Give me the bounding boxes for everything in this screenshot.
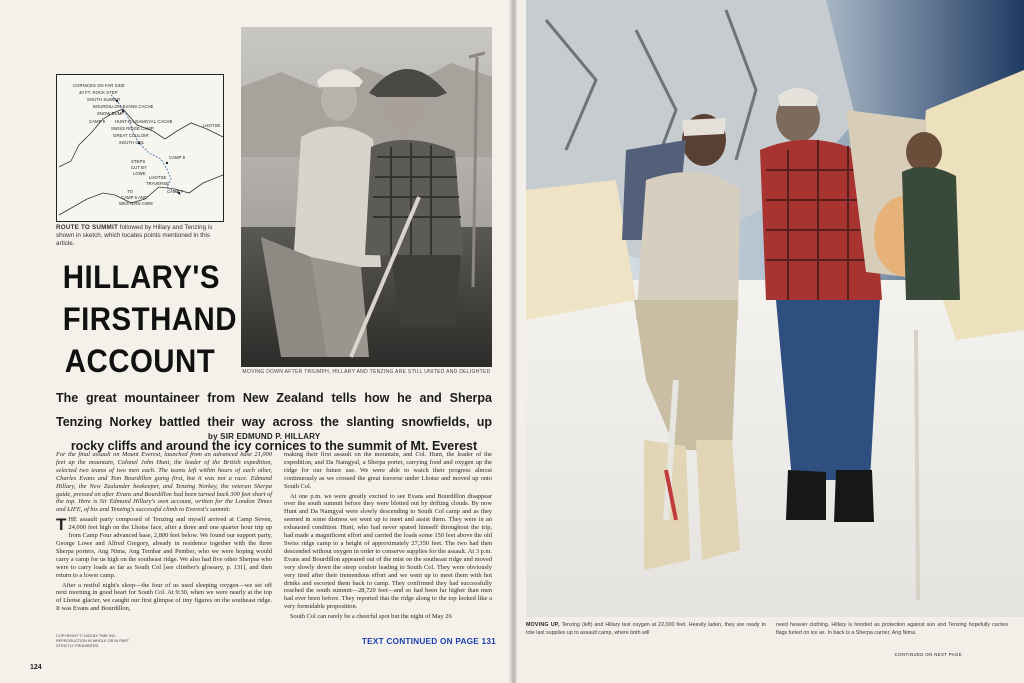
article-paragraph: South Col can rarely be a cheerful spot but the night of May 26 [290, 613, 452, 621]
map-label-rock-step: 40 FT. ROCK STEP [79, 90, 118, 95]
article-paragraph: At one p.m. we were greatly excited to see Evans and Bourdillon disappear over the south summit before they were blotted out by drifting clouds. By now Hunt and Da Namgyal were slowly descending to South Col camp and as they seemed in some distress we went up to meet and assist them. They were in an exhausted condition. Hunt, who had never spared himself throughout the trip, had made a magnificent effort and carried the loads some 150 feet above the old Swiss ridge camp to a height of approximately 27,350 feet. The two had then descended without oxygen in order to conserve supplies for the assault. At 3 p.m. Evans and Bourdillon appeared out of the mist on the southeast ridge and moved very slowly down the steep couloir leading to South Col. They were obviously very tired after their tremendous effort and we went up to meet them with hot drinks and escorted them back to camp. They confirmed they had successfully reached the south summit—28,720 feet—and so had been far higher than men had ever been before. They reported that the ridge along to the top looked like a very formidable proposition. [284, 492, 492, 611]
map-label-to: TO [127, 189, 133, 194]
map-label-cut-by: CUT BY [131, 165, 147, 170]
map-label-south-col: SOUTH COL [119, 140, 145, 145]
map-label-camp9: CAMP 9 [89, 119, 106, 124]
right-caption-col-2: need heavier clothing. Hillary is hooded as protection against sun and Tenzing hopefully carries flags furled on ice ax. In back is a Sherpa carrier, Ang Nima. [776, 622, 1008, 636]
map-label-south-summit: SOUTH SUMMIT [87, 97, 121, 102]
map-label-lhotse-traverse-1: LHOTSE [149, 175, 167, 180]
photo-top-caption: MOVING DOWN AFTER TRIUMPH, HILLARY AND TENZING ARE STILL UNITED AND DELIGHTED [242, 369, 491, 375]
photo-moving-up [526, 0, 1024, 617]
article-paragraph: After a restful night's sleep—the four of us used sleeping oxygen—we set off next morning in good heart for South Col. At 9:30, when we were nearly at the top of Lhotse glacier, we caught our first glimpse of tiny figures on the southeast ridge. It was Evans and Bourdillon, [56, 581, 272, 613]
map-label-lowe: LOWE [133, 171, 146, 176]
text-continued-link[interactable]: TEXT CONTINUED ON PAGE 131 [361, 636, 496, 646]
page-number: 124 [30, 664, 42, 671]
headline-line-1: HILLARY'S [62, 259, 220, 295]
map-label-hunt-cache: HUNT-DA NAMGYAL CACHE [115, 119, 173, 124]
map-label-cornices: CORNICES ON FAR SIDE [73, 83, 125, 88]
route-map [56, 74, 224, 222]
map-label-great-couloir: GREAT COULOIR [113, 133, 149, 138]
map-label-camp7: CAMP 7 [167, 189, 184, 194]
article-column-1 [56, 451, 272, 615]
right-caption-col-1 [526, 622, 766, 637]
map-label-western-cwm: WESTERN CWM [119, 201, 153, 206]
article-paragraph-text: HE assault party composed of Tenzing and myself arrived at Camp Seven, 24,000 feet high on the Lhotse face, after a three and one quarter hour trip up from Camp Four advanced base, 2,800 feet below. We found our support party, George Lowe and Alfred Gregory, already in residence together with the three Sherpa porters, Ang Nima, Ang Tembar and Pember, who we were hoping would carry a camp for us high on the southeast ridge. We also had five other Sherpas who were to carry loads as far as South Col [see climber's glossary, p. 131], and then return to a lower camp. [56, 516, 272, 579]
page-gutter [508, 0, 518, 683]
article-paragraph: making their first assault on the mountain, and Col. Hunt, the leader of the expedition, and Da Namgyal, a Sherpa porter, carrying food and oxygen up the ridge for our future use. We were able to watch their progress almost continuously as we crossed the great traverse under Lhotse and moved up onto South Col. [284, 451, 492, 490]
photo-hillary-tenzing-seated [241, 27, 492, 367]
headline-line-2: FIRSTHAND [62, 301, 237, 337]
byline: by SIR EDMUND P. HILLARY [208, 432, 321, 441]
article-column-2 [284, 451, 492, 623]
article-intro: For the final assault on Mount Everest, launched from an advanced base 21,000 feet up the mountain, Colonel John Hunt, the leader of the British expedition, selected two teams of two men each. The teams left within hours of each other, Charles Evans and Tom Bourdillon going first, but it was not a race. Edmund Hillary, the New Zealander beekeeper, and Tenzing Norkey, the veteran Sherpa guide, pressed on after Evans and Bourdillon had been turned back 300 feet short of the top. Here is Sir Edmund Hillary's own account, written for the London Times and LIFE, of his and Tenzing's successful climb to Everest's summit: [56, 451, 272, 514]
map-caption-title: ROUTE TO SUMMIT [56, 224, 119, 231]
map-label-lhotse: LHOTSE [203, 123, 221, 128]
map-caption [56, 224, 228, 248]
article-paragraph [56, 516, 272, 579]
map-label-swiss-ridge: SWISS RIDGE CAMP [111, 126, 154, 131]
headline-line-3: ACCOUNT [64, 343, 216, 379]
map-label-lhotse-traverse-2: TRAVERSE [146, 181, 170, 186]
right-caption-title: MOVING UP, [526, 622, 560, 628]
map-caption-text: followed by Hillary and Tenzing is shown in sketch, which locates points mentioned in this article. [56, 224, 213, 247]
map-label-snow-bump: SNOW BUMP [97, 111, 125, 116]
map-label-steps: STEPS [131, 159, 146, 164]
deck-subheading: The great mountaineer from New Zealand tells how he and Sherpa Tenzing Norkey battled their way across the slanting snowfields, up rocky cliffs and around the icy cornices to the summit of Mt. Everest [56, 391, 492, 453]
copyright-notice: COPYRIGHT © 1953 BY TIME INC. REPRODUCTION IN WHOLE OR IN PART STRICTLY PROHIBITED. [56, 634, 129, 648]
headline [56, 256, 237, 382]
map-label-camp6: CAMP 6 AND [121, 195, 148, 200]
continued-next-page-link[interactable]: CONTINUED ON NEXT PAGE [894, 652, 962, 657]
right-caption-text-1: Tenzing (left) and Hillary test oxygen at 22,000 feet. Heavily laden, they are ready to tote last supplies up to assault camp, where both will [526, 622, 766, 636]
drop-cap: T [56, 515, 67, 535]
map-label-camp8: CAMP 8 [169, 155, 186, 160]
map-label-bourdillon-evans: BOURDILLON-EVANS CACHE [93, 104, 154, 109]
